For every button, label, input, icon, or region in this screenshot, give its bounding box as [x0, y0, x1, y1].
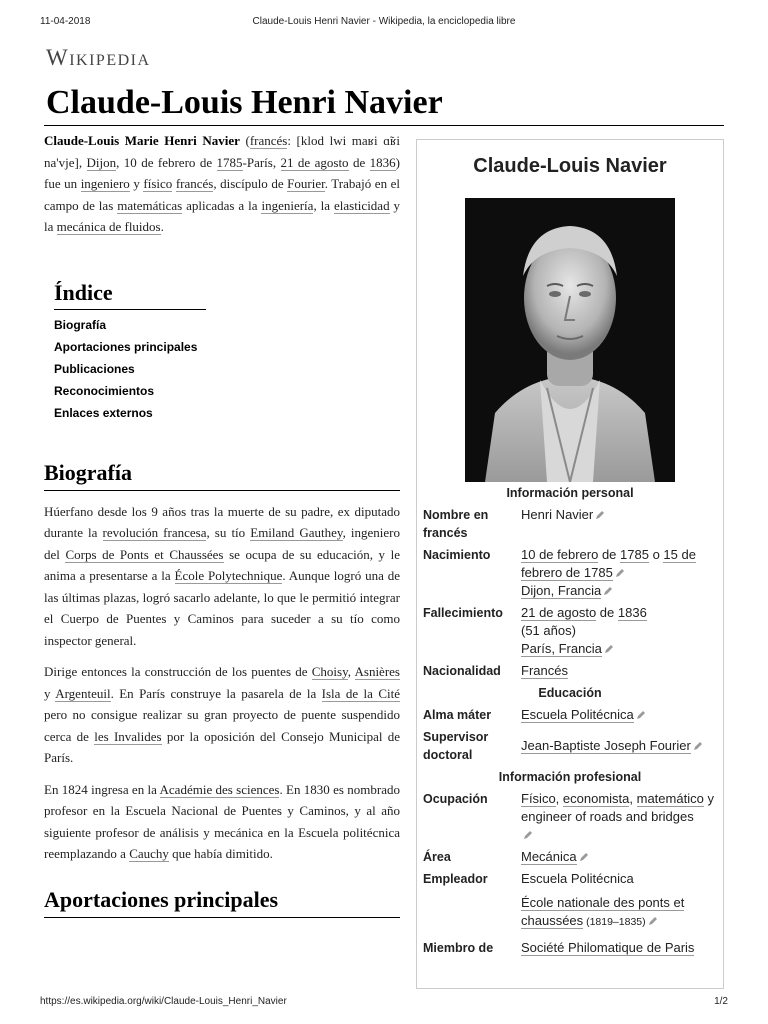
bio-paragraph-1: Húerfano desde los 9 años tras la muerte de su padre, ex diputado durante la revolución francesa, su tío Emiland Gauthey, ingeniero del Corps de Ponts et Chaussées se ocupa de su educación, y le anima a presentarse a la École Polytechnique. Aunque logró una de las últimas plazas, logró sacarlo adelante, lo que le permitió integrar el Cuerpo de Puentes y Caminos para suceder a su tío como inspector general.: [44, 503, 401, 648]
link-nac-date[interactable]: 10 de febrero: [521, 547, 599, 562]
wikipedia-wordmark: Wikipedia: [46, 45, 151, 70]
link-economista[interactable]: economista: [562, 791, 630, 806]
link-fisico-ocup[interactable]: Físico: [521, 791, 556, 806]
value-area: [521, 848, 717, 866]
link-philomatique[interactable]: Société Philomatique de Paris: [521, 940, 695, 955]
toc-item-biografia[interactable]: Biografía: [54, 317, 107, 332]
link-argenteuil[interactable]: Argenteuil: [55, 685, 111, 701]
link-ingenieria[interactable]: ingeniería: [261, 197, 314, 213]
print-footer: [40, 996, 728, 1010]
label-alma-mater: Alma máter: [423, 708, 492, 722]
fal-edad: (51 años): [521, 623, 576, 638]
row-nombre: [417, 504, 723, 544]
page-title: Claude-Louis Henri Navier: [46, 84, 443, 121]
link-1785[interactable]: 1785: [216, 154, 243, 170]
empleador-years: (1819–1835): [583, 916, 646, 928]
value-miembro: [521, 939, 717, 957]
link-fisico[interactable]: físico: [143, 176, 173, 191]
toc-item-enlaces[interactable]: Enlaces externos: [54, 405, 153, 420]
link-matematicas[interactable]: matemáticas: [117, 197, 183, 213]
value-alma-mater: [521, 706, 717, 724]
value-supervisor: [521, 728, 717, 764]
link-mecanica-fluidos[interactable]: mecánica de fluidos: [56, 219, 161, 234]
section-heading-biografia: Biografía: [44, 460, 400, 491]
link-nac-lugar[interactable]: Dijon, Francia: [521, 583, 602, 598]
edit-pencil-icon[interactable]: [579, 852, 589, 862]
row-supervisor: [417, 726, 723, 766]
link-cauchy[interactable]: Cauchy: [129, 846, 169, 861]
edit-pencil-icon[interactable]: [636, 710, 646, 720]
link-frances-2[interactable]: francés: [175, 176, 214, 191]
toc-item-publicaciones[interactable]: Publicaciones: [54, 361, 135, 376]
label-ocupacion: Ocupación: [423, 792, 488, 806]
infobox: [416, 139, 724, 989]
link-1836[interactable]: 1836: [369, 154, 396, 170]
edit-pencil-icon[interactable]: [648, 916, 658, 926]
edit-pencil-icon[interactable]: [615, 568, 625, 578]
section-educacion: Educación: [538, 686, 602, 700]
row-ocupacion: [417, 788, 723, 846]
lead-paragraph: Claude-Louis Marie Henri Navier (francés: [klod lwi maʁi ɑ̃ʁi na'vje], Dijon, 10 de febrero de 1785-París, 21 de agosto de 1836) fue un ingeniero y físico francés, discípulo de Fourier. Trabajó en el campo de las matemáticas aplicadas a la ingeniería, la elasticidad y la mecánica de fluidos.: [44, 133, 401, 234]
page-number: 1/2: [714, 996, 728, 1007]
print-header: [40, 16, 728, 30]
row-miembro: [417, 937, 723, 959]
value-empleador: [521, 870, 717, 931]
link-supervisor[interactable]: Jean-Baptiste Joseph Fourier: [521, 738, 691, 753]
link-asnieres[interactable]: Asnières: [354, 664, 400, 679]
link-emiland-gauthey[interactable]: Emiland Gauthey: [250, 525, 343, 540]
section-info-personal: Información personal: [506, 486, 634, 500]
label-nombre: Nombre en francés: [423, 508, 489, 540]
link-fal-lugar[interactable]: París, Francia: [521, 641, 602, 656]
link-frances[interactable]: francés: [249, 133, 288, 148]
bio-paragraph-3: En 1824 ingresa en la Académie des sciences. En 1830 es nombrado profesor en la Escuela Nacional de Puentes y Caminos, y al año siguiente profesor de análisis y mecánica en la Escuela politécnica reemplazando a Cauchy que había dimitido.: [44, 781, 400, 861]
link-ecole-ponts[interactable]: École nationale des ponts et chaussées: [521, 895, 685, 928]
edit-pencil-icon[interactable]: [603, 586, 613, 596]
value-fallecimiento: 21 de agosto de 1836 (51 años) París, Francia: [521, 605, 647, 656]
label-miembro: Miembro de: [423, 941, 494, 955]
link-nac-alt-date[interactable]: 15 de febrero de 1785: [521, 547, 696, 580]
link-matematico[interactable]: matemático: [636, 791, 704, 806]
page-url: https://es.wikipedia.org/wiki/Claude-Louis_Henri_Navier: [40, 996, 287, 1007]
table-of-contents: [54, 280, 400, 424]
main-content: [44, 128, 400, 918]
link-dijon[interactable]: Dijon: [86, 154, 117, 170]
row-empleador: [417, 868, 723, 933]
wikipedia-logo[interactable]: [46, 45, 151, 71]
row-fallecimiento: [417, 602, 723, 660]
label-supervisor: Supervisor doctoral: [423, 730, 489, 762]
link-elasticidad[interactable]: elasticidad: [333, 197, 390, 213]
link-fal-year[interactable]: 1836: [617, 605, 647, 620]
link-isla-cite[interactable]: Isla de la Cité: [321, 685, 400, 701]
row-nacionalidad: [417, 660, 723, 682]
label-nacimiento: Nacimiento: [423, 548, 491, 562]
print-title: Claude-Louis Henri Navier - Wikipedia, la enciclopedia libre: [252, 16, 516, 27]
link-revolucion-francesa[interactable]: revolución francesa: [102, 525, 207, 540]
toc-item-aportaciones[interactable]: Aportaciones principales: [54, 339, 198, 354]
value-nombre: Henri Navier: [521, 506, 717, 542]
value-nacimiento: 10 de febrero de 1785 o 15 de febrero de 1785 Dijon, Francia: [521, 547, 696, 598]
portrait-photo[interactable]: [465, 198, 675, 482]
link-ingeniero[interactable]: ingeniero: [80, 176, 130, 191]
edit-pencil-icon[interactable]: [604, 644, 614, 654]
label-nacionalidad: Nacionalidad: [423, 664, 501, 678]
toc-heading: Índice: [54, 280, 206, 310]
edit-pencil-icon[interactable]: [595, 510, 605, 520]
link-fourier[interactable]: Fourier: [287, 176, 325, 191]
link-nacionalidad[interactable]: Francés: [521, 663, 568, 678]
edit-pencil-icon[interactable]: [693, 741, 703, 751]
link-academie[interactable]: Académie des sciences: [159, 781, 280, 797]
label-fallecimiento: Fallecimiento: [423, 606, 503, 620]
row-alma-mater: [417, 704, 723, 726]
value-ocupacion: Físico, economista, matemático y engineer of roads and bridges: [521, 790, 717, 844]
section-info-profesional: Información profesional: [498, 770, 642, 784]
toc-item-reconocimientos[interactable]: Reconocimientos: [54, 383, 155, 398]
link-corps-ponts[interactable]: Corps de Ponts et Chaussées: [65, 546, 224, 562]
subject-name: Claude-Louis Marie Henri Navier: [44, 133, 240, 148]
link-alma-mater[interactable]: Escuela Politécnica: [521, 707, 634, 722]
label-area: Área: [423, 850, 451, 864]
link-mecanica[interactable]: Mecánica: [521, 849, 577, 864]
link-invalides[interactable]: les Invalides: [94, 728, 162, 744]
title-divider: [44, 125, 724, 126]
edit-pencil-icon[interactable]: [523, 830, 533, 840]
bio-paragraph-2: Dirige entonces la construcción de los puentes de Choisy, Asnières y Argenteuil. En París construye la pasarela de la Isla de la Cité pero no consigue realizar su gran proyecto de puente suspendido cerca de les Invalides por la oposición del Consejo Municipal de París.: [44, 664, 400, 765]
print-date: 11-04-2018: [40, 16, 91, 27]
label-empleador: Empleador: [423, 872, 488, 886]
link-choisy[interactable]: Choisy: [311, 664, 348, 679]
toc-list: [54, 314, 400, 424]
link-21-agosto[interactable]: 21 de agosto: [280, 154, 349, 170]
infobox-title: Claude-Louis Navier: [473, 155, 667, 177]
link-nac-year[interactable]: 1785: [620, 547, 649, 562]
link-fal-date[interactable]: 21 de agosto: [521, 605, 597, 620]
link-ecole-polytechnique[interactable]: École Polytechnique: [174, 568, 283, 583]
empleador-1: Escuela Politécnica: [521, 871, 634, 886]
value-nacionalidad: [521, 662, 717, 680]
row-area: [417, 846, 723, 868]
row-nacimiento: [417, 544, 723, 602]
section-heading-aportaciones: Aportaciones principales: [44, 887, 400, 918]
